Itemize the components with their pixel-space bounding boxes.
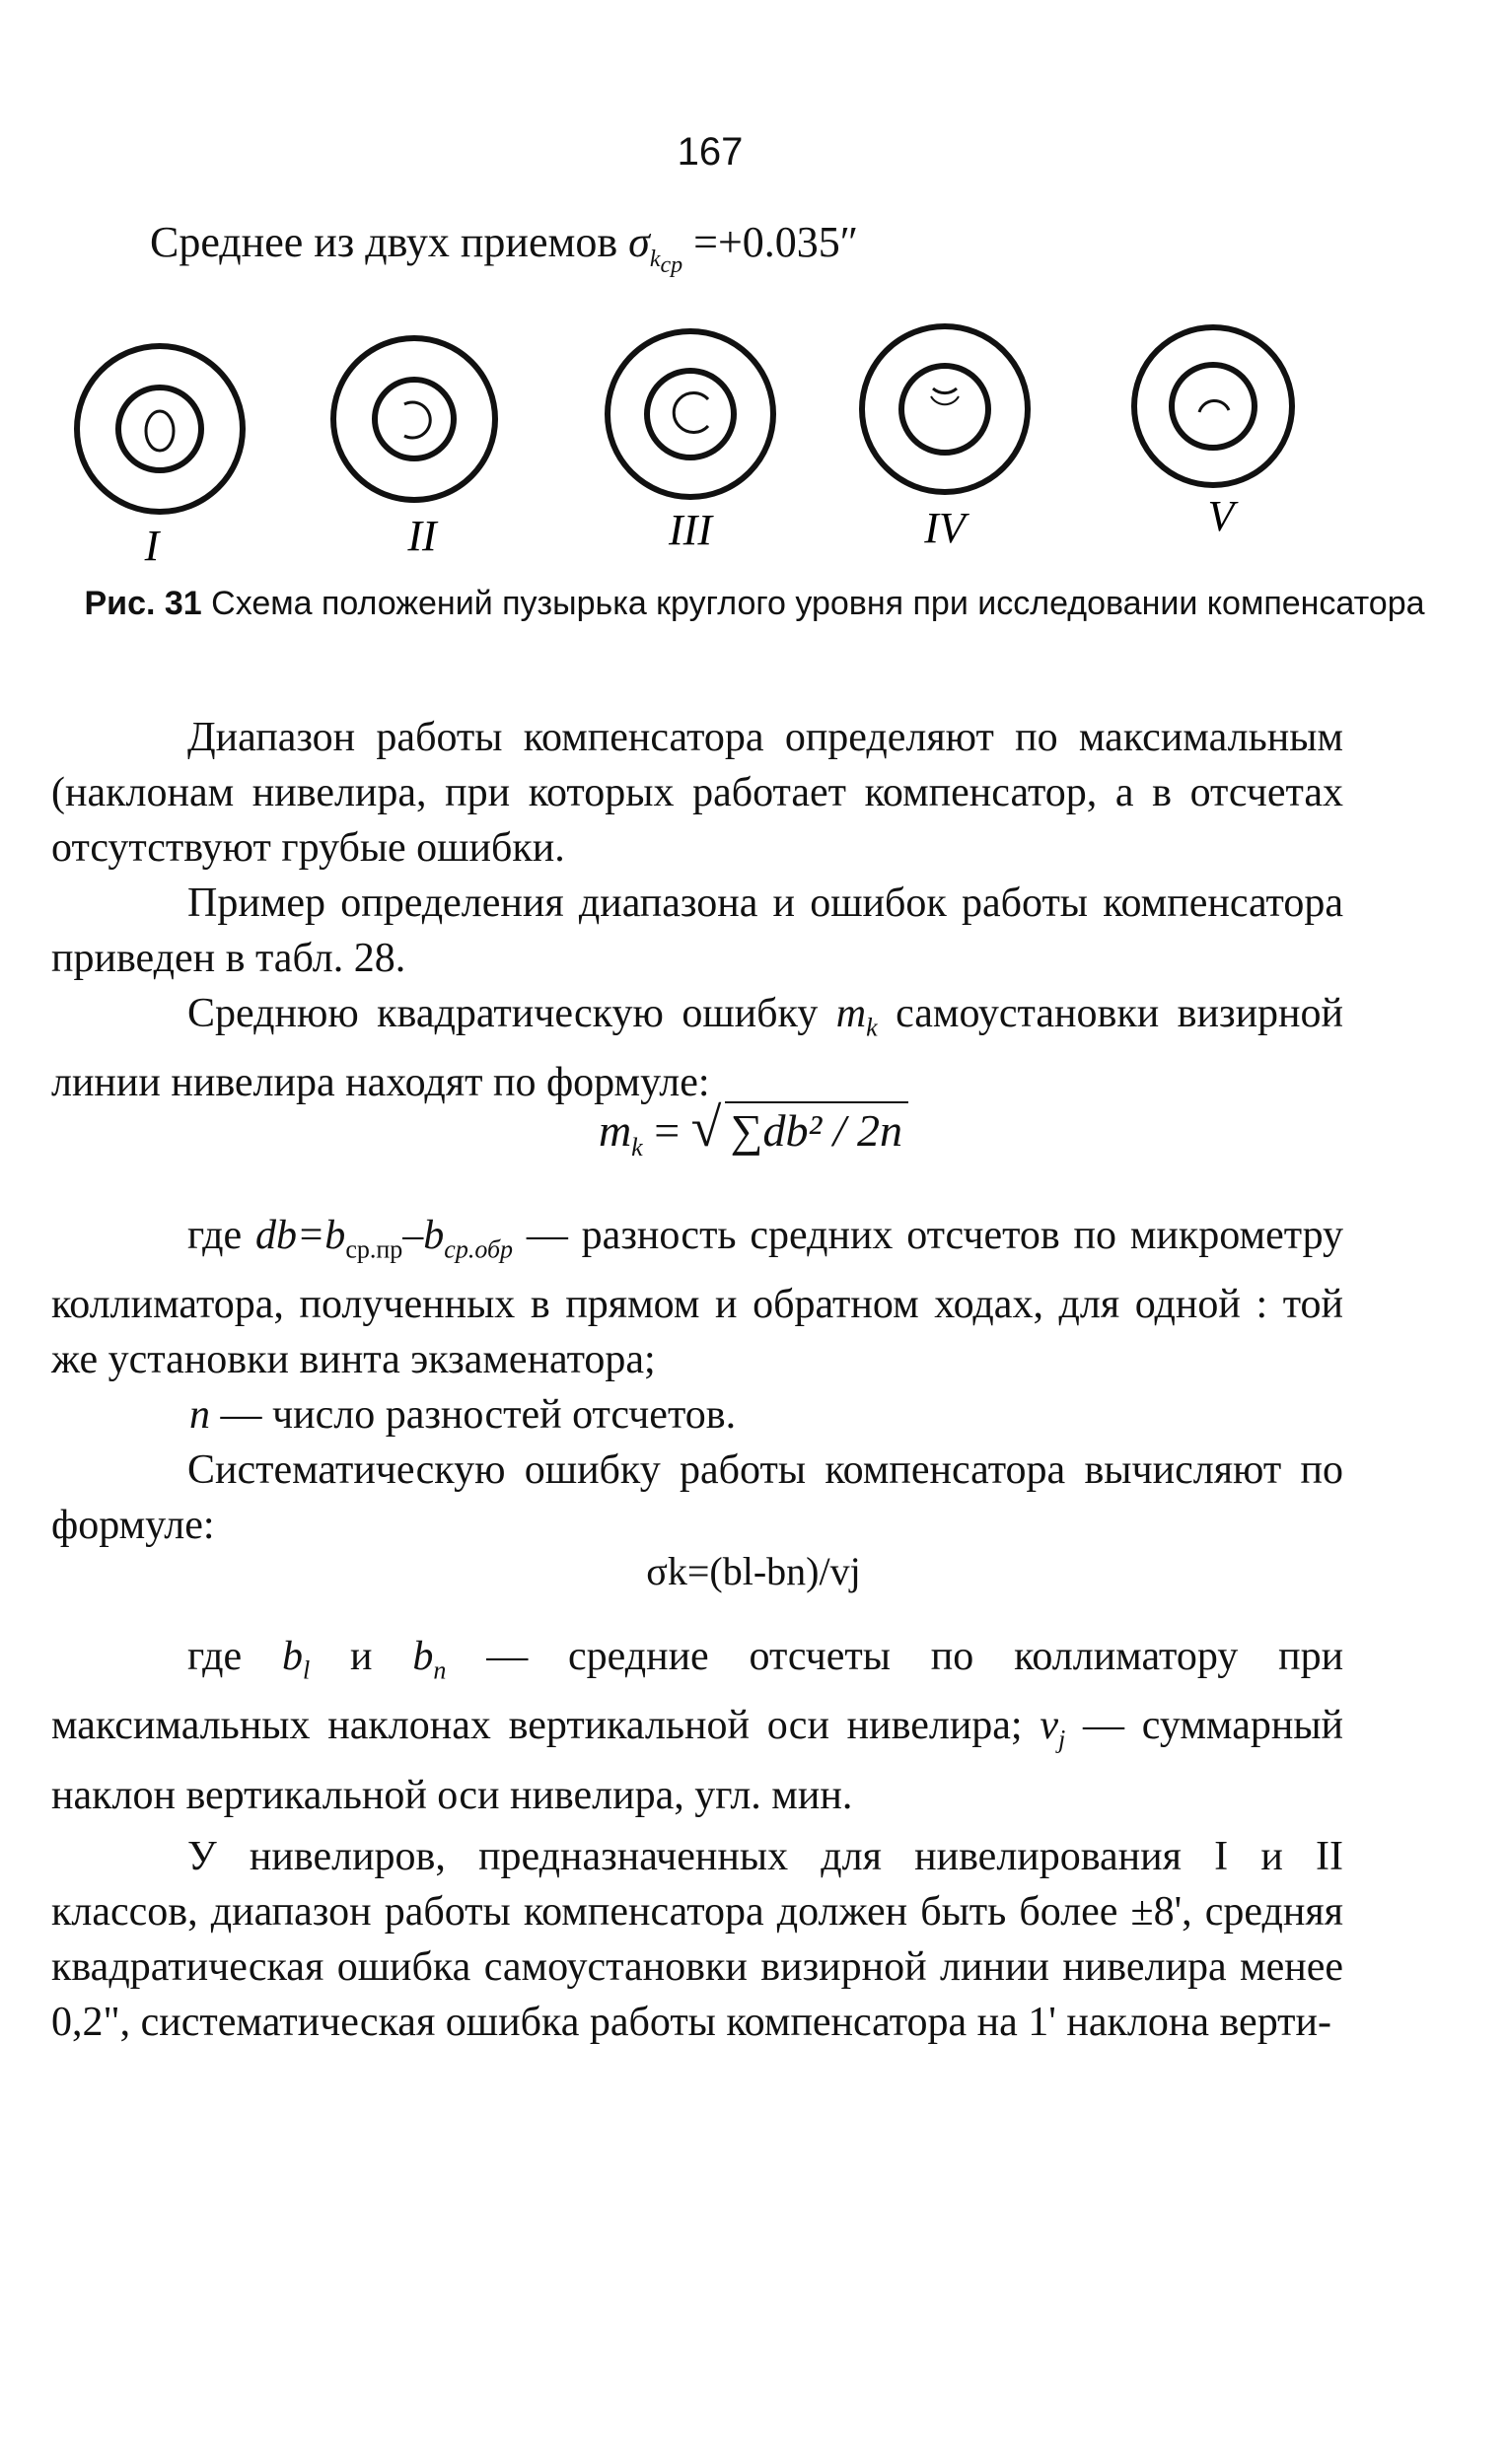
paragraph-5: n — число разностей отсчетов. <box>189 1392 737 1439</box>
caption-text: Схема положений пузырька круглого уровня при исследовании компенсатора <box>211 585 1425 622</box>
body-text-1 <box>51 710 1343 1110</box>
average-line <box>150 217 858 279</box>
paragraph-6: Систематическую ошибку работы компенсатора вычисляют по формуле: <box>51 1447 1343 1549</box>
bubble-diagram-3 <box>608 331 773 497</box>
average-label: Среднее из двух приемов <box>150 218 618 266</box>
bubble-figure <box>69 316 1331 592</box>
paragraph-4: где $db=b_{ср.пр}-b_{ср.обр}$ — разность средних отсчетов по микрометру коллиматора, полученных в прямом и обратном ходах, для одной : той же установки винта экзаменатора; <box>51 1213 1344 1383</box>
label-2: II <box>407 512 437 560</box>
figure-caption <box>69 582 1440 625</box>
sigma-subscript: k <box>649 246 661 272</box>
page-number: 167 <box>677 130 744 174</box>
sigma-symbol: σ <box>628 218 650 266</box>
label-4: IV <box>924 504 966 552</box>
square-root: √ ∑db² / 2n <box>691 1104 908 1157</box>
formula-mk: $m_k$ = √ ∑db² / 2n <box>0 1104 1507 1162</box>
bubble-diagram-4 <box>862 326 1028 492</box>
label-3: III <box>669 506 712 554</box>
caption-prefix: Рис. 31 <box>84 585 202 622</box>
average-value: =+0.035″ <box>693 218 859 266</box>
paragraph-2: Пример определения диапазона и ошибок работы компенсатора приведен в табл. 28. <box>51 880 1343 981</box>
body-text-3 <box>51 1629 1343 2050</box>
label-5: V <box>1207 492 1235 540</box>
paragraph-8: У нивелиров, предназначенных для нивелирования I и II классов, диапазон работы компенсатора должен быть более ±8', средняя квадратическая ошибка самоустановки визирной линии нивелира менее 0,2", систематическая ошибка работы компенсатора на 1' наклона верти- <box>51 1833 1343 2045</box>
paragraph-1: Диапазон работы компенсатора определяют по максимальным (наклонам нивелира, при которых работает компенсатор, а в отсчетах отсутствуют грубые ошибки. <box>51 715 1343 871</box>
sigma-subsubscript: cp <box>660 251 683 278</box>
body-text-2 <box>51 1208 1343 1553</box>
bubble-diagram-5 <box>1134 327 1292 485</box>
paragraph-7: где $b_l$ и $b_n$ — средние отсчеты по коллиматору при максимальных наклонах вертикальной оси нивелира; $v_j$ — суммарный наклон вертикальной оси нивелира, угл. мин. <box>51 1634 1344 1818</box>
formula-sigma-k: σk=(bl-bn)/vj <box>646 1549 861 1593</box>
label-1: I <box>144 522 160 570</box>
bubble-diagram-1 <box>77 346 243 512</box>
paragraph-3: Среднюю квадратическую ошибку $m_k$ самоустановки визирной линии нивелира находят по формуле: <box>51 991 1343 1106</box>
bubble-diagram-2 <box>333 338 495 500</box>
